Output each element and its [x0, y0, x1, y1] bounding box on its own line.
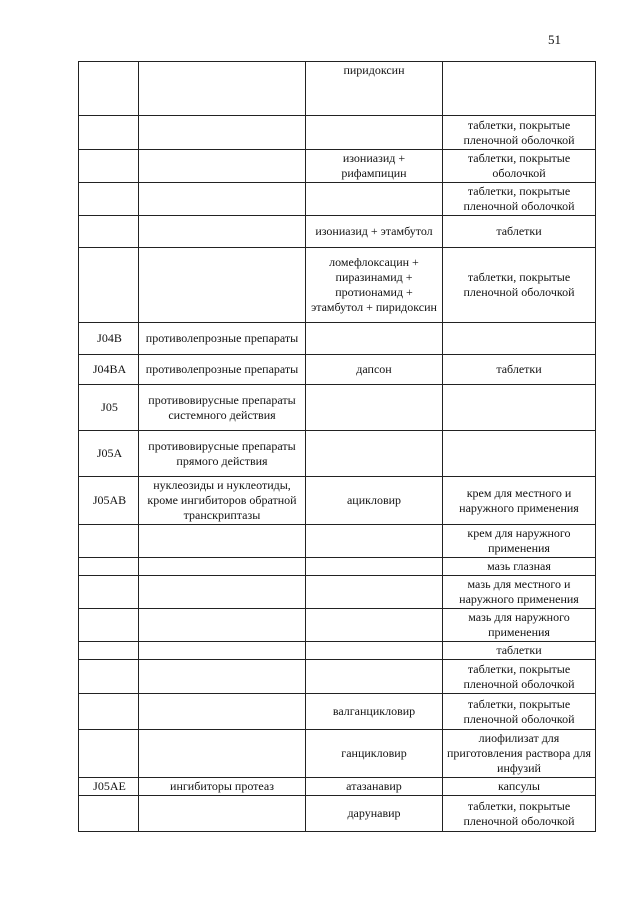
table-row — [79, 730, 596, 778]
atc-code-cell — [79, 642, 139, 660]
form-cell: таблетки — [443, 642, 596, 660]
page-number: 51 — [548, 32, 561, 47]
group-cell — [139, 116, 306, 150]
group-cell — [139, 609, 306, 642]
drug-cell — [306, 642, 443, 660]
form-cell: мазь для наружного применения — [443, 609, 596, 642]
table-row — [79, 778, 596, 796]
table-row — [79, 642, 596, 660]
drug-cell — [306, 116, 443, 150]
drug-cell — [306, 525, 443, 558]
drug-cell — [306, 323, 443, 355]
table-row — [79, 385, 596, 431]
table-row — [79, 694, 596, 730]
form-cell — [443, 323, 596, 355]
table-row — [79, 150, 596, 183]
table-row — [79, 323, 596, 355]
table-row — [79, 116, 596, 150]
table-row — [79, 431, 596, 477]
drug-cell: дарунавир — [306, 796, 443, 832]
drug-cell: ацикловир — [306, 477, 443, 525]
group-cell — [139, 248, 306, 323]
drug-cell — [306, 183, 443, 216]
group-cell: противолепрозные препараты — [139, 323, 306, 355]
form-cell: таблетки — [443, 216, 596, 248]
atc-code-cell — [79, 150, 139, 183]
atc-code-cell — [79, 525, 139, 558]
group-cell: противовирусные препараты системного действия — [139, 385, 306, 431]
form-cell: таблетки, покрытые оболочкой — [443, 150, 596, 183]
group-cell — [139, 730, 306, 778]
table-row — [79, 576, 596, 609]
form-cell: таблетки, покрытые пленочной оболочкой — [443, 183, 596, 216]
table-row — [79, 355, 596, 385]
form-cell — [443, 431, 596, 477]
atc-code-cell — [79, 730, 139, 778]
form-cell: таблетки, покрытые пленочной оболочкой — [443, 796, 596, 832]
table-row — [79, 216, 596, 248]
group-cell — [139, 660, 306, 694]
drug-table — [78, 61, 596, 832]
group-cell — [139, 183, 306, 216]
atc-code-cell — [79, 248, 139, 323]
table-row — [79, 183, 596, 216]
group-cell — [139, 62, 306, 116]
group-cell — [139, 642, 306, 660]
drug-cell: валганцикловир — [306, 694, 443, 730]
form-cell: таблетки, покрытые пленочной оболочкой — [443, 116, 596, 150]
drug-cell — [306, 431, 443, 477]
atc-code-cell: J05A — [79, 431, 139, 477]
form-cell: капсулы — [443, 778, 596, 796]
atc-code-cell — [79, 660, 139, 694]
drug-cell — [306, 660, 443, 694]
atc-code-cell: J05 — [79, 385, 139, 431]
table-row — [79, 62, 596, 116]
drug-cell: дапсон — [306, 355, 443, 385]
drug-cell: изониазид + этамбутол — [306, 216, 443, 248]
group-cell — [139, 576, 306, 609]
form-cell — [443, 62, 596, 116]
table-row — [79, 477, 596, 525]
atc-code-cell: J05AB — [79, 477, 139, 525]
table-row — [79, 609, 596, 642]
group-cell — [139, 558, 306, 576]
atc-code-cell — [79, 796, 139, 832]
atc-code-cell — [79, 694, 139, 730]
form-cell: таблетки, покрытые пленочной оболочкой — [443, 694, 596, 730]
drug-cell — [306, 385, 443, 431]
atc-code-cell — [79, 183, 139, 216]
group-cell — [139, 694, 306, 730]
atc-code-cell — [79, 558, 139, 576]
group-cell — [139, 525, 306, 558]
table-body — [79, 62, 596, 832]
drug-cell: ломефлоксацин + пиразинамид + протионамид + этамбутол + пиридоксин — [306, 248, 443, 323]
atc-code-cell: J04BA — [79, 355, 139, 385]
atc-code-cell — [79, 609, 139, 642]
table-row — [79, 660, 596, 694]
atc-code-cell — [79, 62, 139, 116]
form-cell — [443, 385, 596, 431]
drug-cell — [306, 558, 443, 576]
group-cell: противовирусные препараты прямого действия — [139, 431, 306, 477]
drug-cell: пиридоксин — [306, 62, 443, 116]
atc-code-cell: J04B — [79, 323, 139, 355]
atc-code-cell — [79, 216, 139, 248]
group-cell — [139, 150, 306, 183]
form-cell: крем для наружного применения — [443, 525, 596, 558]
form-cell: лиофилизат для приготовления раствора для инфузий — [443, 730, 596, 778]
group-cell: нуклеозиды и нуклеотиды, кроме ингибиторов обратной транскриптазы — [139, 477, 306, 525]
drug-cell: ганцикловир — [306, 730, 443, 778]
form-cell: таблетки, покрытые пленочной оболочкой — [443, 660, 596, 694]
group-cell: противолепрозные препараты — [139, 355, 306, 385]
table-row — [79, 525, 596, 558]
form-cell: мазь для местного и наружного применения — [443, 576, 596, 609]
drug-cell — [306, 576, 443, 609]
atc-code-cell — [79, 576, 139, 609]
table-row — [79, 558, 596, 576]
table-row — [79, 248, 596, 323]
group-cell — [139, 796, 306, 832]
table-row — [79, 796, 596, 832]
form-cell: мазь глазная — [443, 558, 596, 576]
group-cell — [139, 216, 306, 248]
form-cell: таблетки — [443, 355, 596, 385]
form-cell: таблетки, покрытые пленочной оболочкой — [443, 248, 596, 323]
drug-cell: атазанавир — [306, 778, 443, 796]
drug-cell: изониазид + рифампицин — [306, 150, 443, 183]
group-cell: ингибиторы протеаз — [139, 778, 306, 796]
atc-code-cell — [79, 116, 139, 150]
drug-cell — [306, 609, 443, 642]
form-cell: крем для местного и наружного применения — [443, 477, 596, 525]
atc-code-cell: J05AE — [79, 778, 139, 796]
